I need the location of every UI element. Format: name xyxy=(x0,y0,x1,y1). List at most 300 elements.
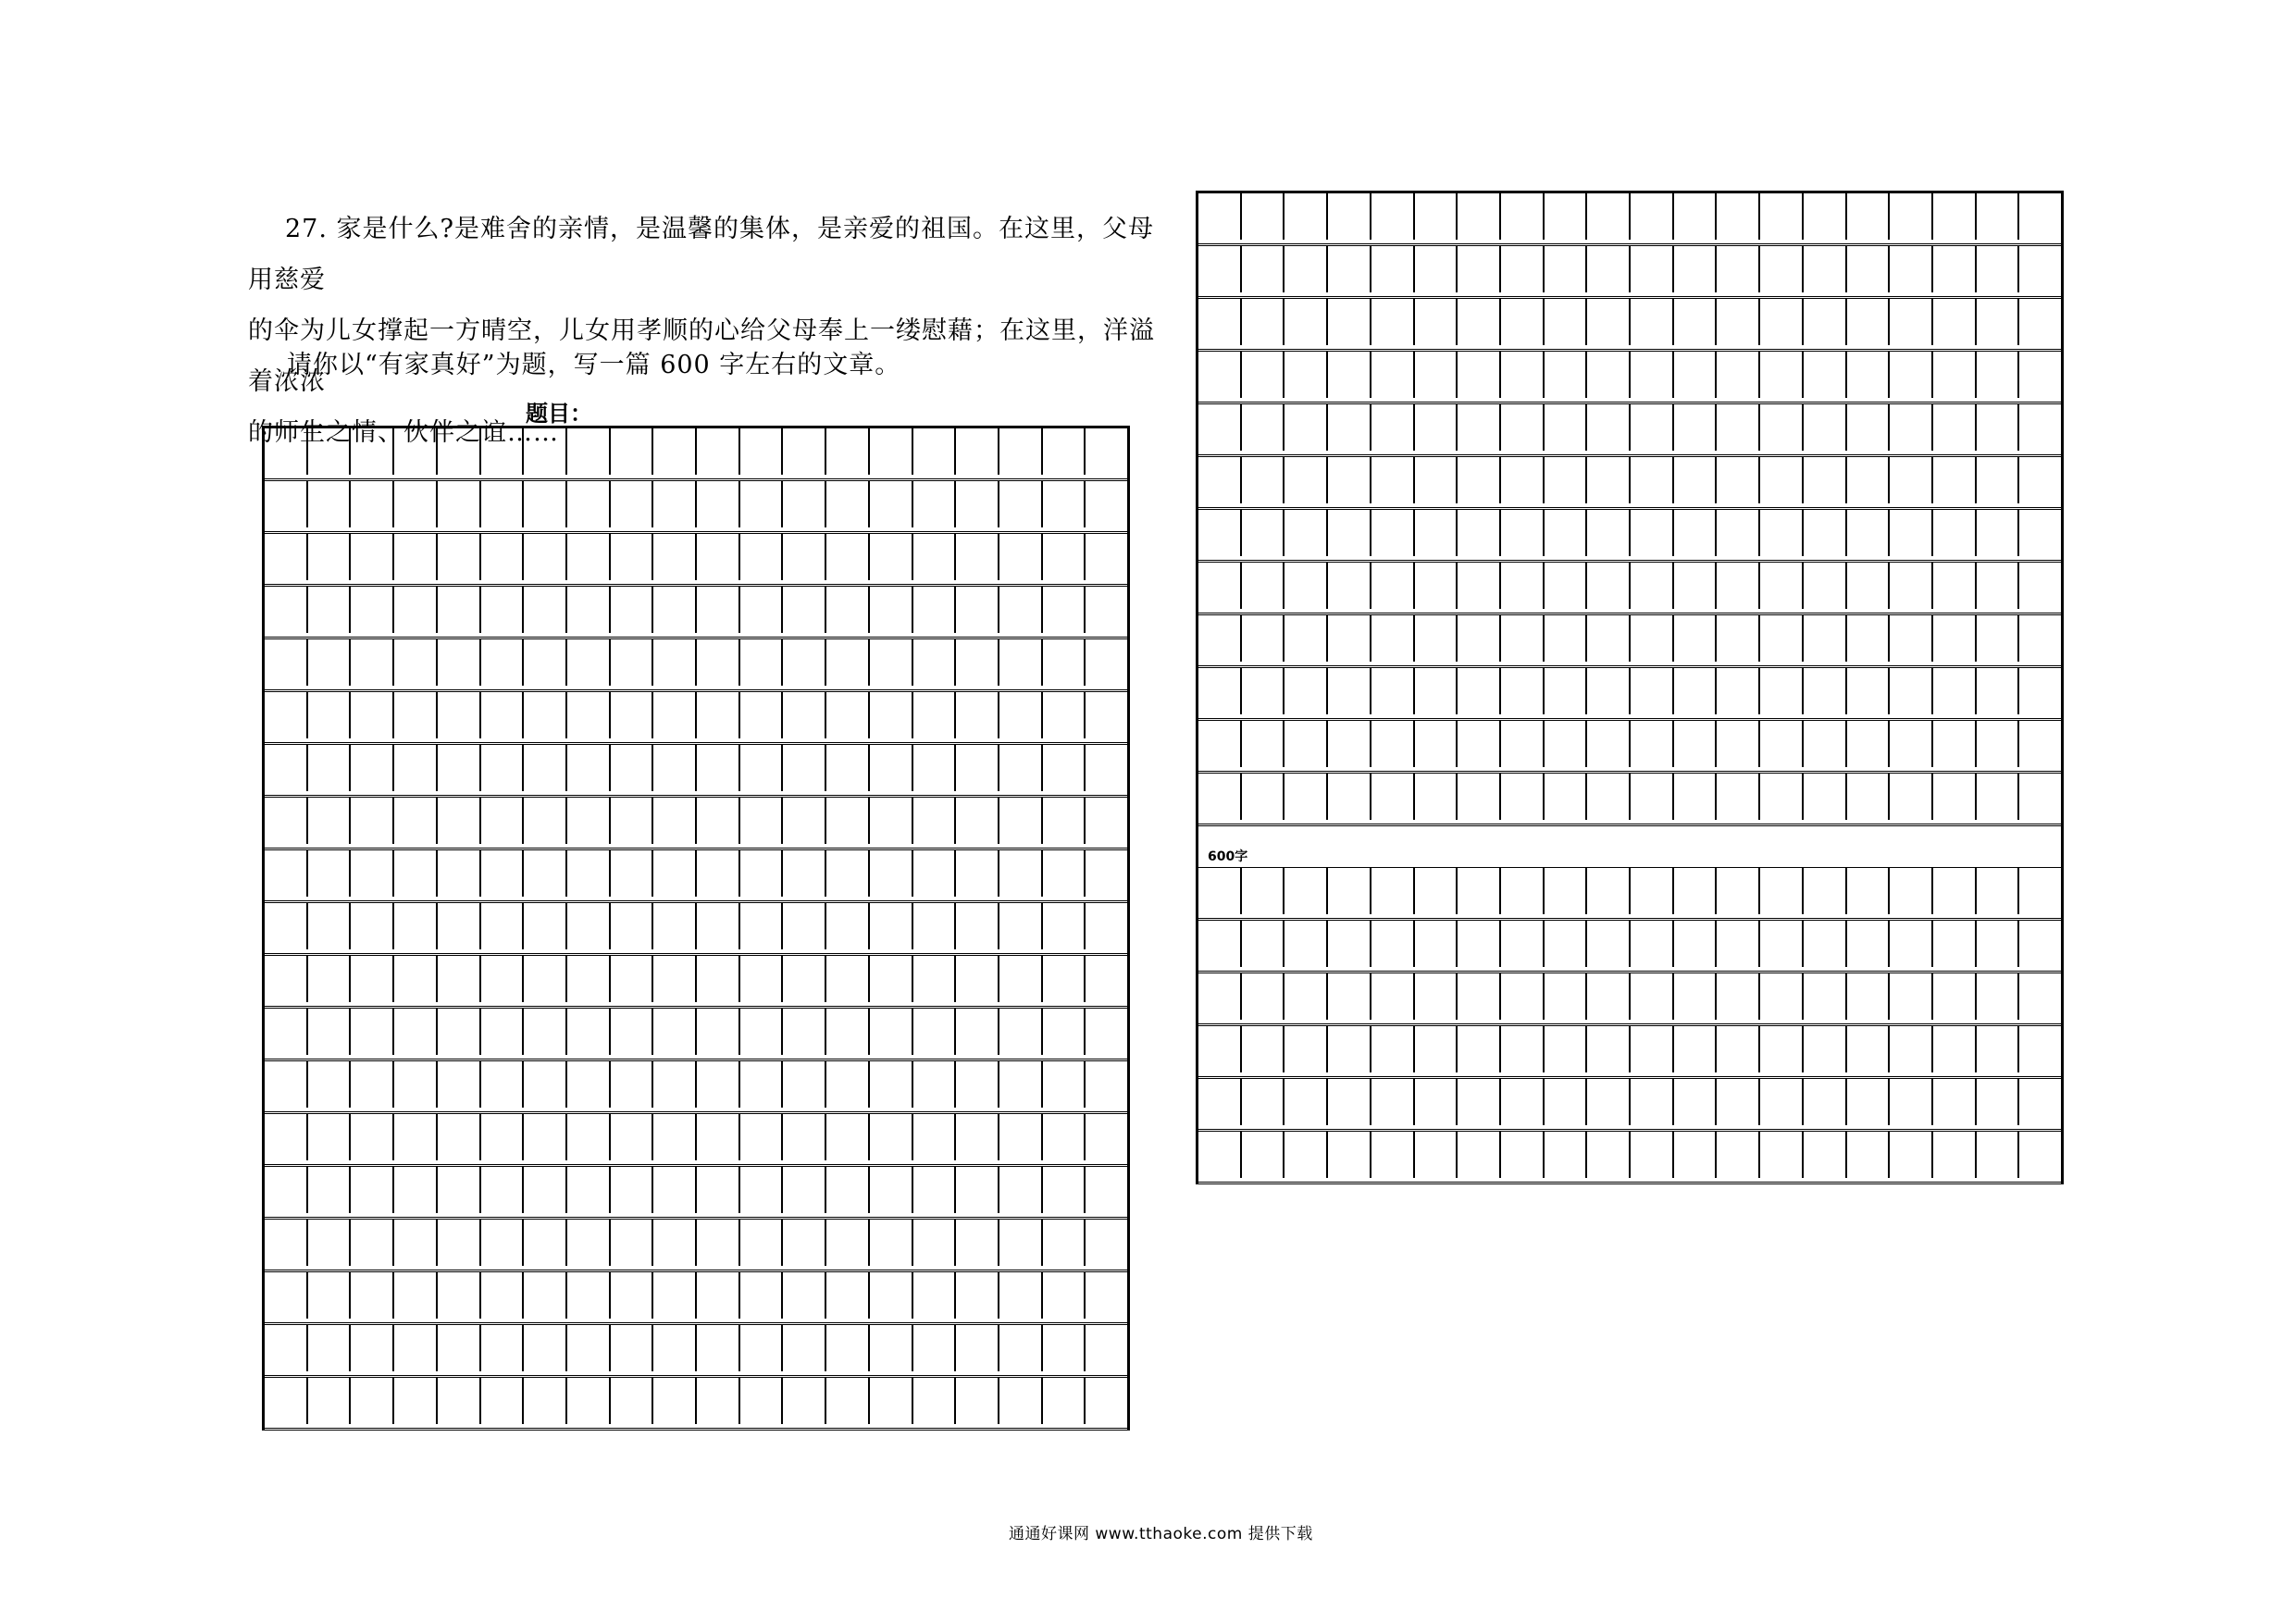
grid-cell[interactable] xyxy=(308,534,352,580)
grid-cell[interactable] xyxy=(1086,639,1127,686)
grid-cell[interactable] xyxy=(2019,973,2061,1020)
grid-cell[interactable] xyxy=(1631,721,1674,767)
grid-cell[interactable] xyxy=(1674,721,1718,767)
grid-cell[interactable] xyxy=(1977,1132,2020,1178)
grid-cell[interactable] xyxy=(1328,668,1371,714)
grid-cell[interactable] xyxy=(1890,1132,1933,1178)
grid-cell[interactable] xyxy=(1717,1079,1760,1125)
grid-cell[interactable] xyxy=(1674,615,1718,662)
grid-cell[interactable] xyxy=(1631,1026,1674,1072)
grid-cell[interactable] xyxy=(1674,246,1718,292)
grid-cell[interactable] xyxy=(394,1167,438,1213)
grid-cell[interactable] xyxy=(1458,1026,1501,1072)
grid-cell[interactable] xyxy=(1977,868,2020,914)
grid-cell[interactable] xyxy=(1890,868,1933,914)
grid-cell[interactable] xyxy=(740,1061,784,1108)
grid-cell[interactable] xyxy=(697,850,740,897)
grid-cell[interactable] xyxy=(1415,868,1458,914)
grid-cell[interactable] xyxy=(870,798,913,844)
grid-cell[interactable] xyxy=(1458,868,1501,914)
grid-cell[interactable] xyxy=(1371,921,1415,967)
grid-cell[interactable] xyxy=(697,481,740,527)
grid-cell[interactable] xyxy=(1847,510,1891,556)
grid-cell[interactable] xyxy=(1371,973,1415,1020)
grid-cell[interactable] xyxy=(1760,721,1804,767)
grid-cell[interactable] xyxy=(1242,615,1285,662)
grid-cell[interactable] xyxy=(1890,1026,1933,1072)
grid-cell[interactable] xyxy=(1804,299,1847,345)
grid-cell[interactable] xyxy=(1415,193,1458,240)
grid-cell[interactable] xyxy=(1242,457,1285,503)
grid-cell[interactable] xyxy=(1328,774,1371,820)
grid-cell[interactable] xyxy=(567,1009,611,1055)
grid-cell[interactable] xyxy=(697,1167,740,1213)
grid-cell[interactable] xyxy=(438,745,481,791)
grid-cell[interactable] xyxy=(1760,352,1804,398)
grid-cell[interactable] xyxy=(567,1220,611,1266)
grid-cell[interactable] xyxy=(870,1220,913,1266)
grid-cell[interactable] xyxy=(1415,921,1458,967)
grid-cell[interactable] xyxy=(1890,246,1933,292)
grid-cell[interactable] xyxy=(394,428,438,475)
grid-cell[interactable] xyxy=(740,903,784,949)
grid-cell[interactable] xyxy=(351,903,394,949)
grid-cell[interactable] xyxy=(956,481,999,527)
grid-cell[interactable] xyxy=(1043,903,1086,949)
grid-cell[interactable] xyxy=(1545,510,1588,556)
grid-cell[interactable] xyxy=(1086,1061,1127,1108)
grid-cell[interactable] xyxy=(1674,352,1718,398)
grid-cell[interactable] xyxy=(870,1378,913,1424)
grid-cell[interactable] xyxy=(1977,457,2020,503)
grid-cell[interactable] xyxy=(1674,1079,1718,1125)
grid-cell[interactable] xyxy=(653,850,697,897)
grid-cell[interactable] xyxy=(1458,615,1501,662)
grid-cell[interactable] xyxy=(1242,868,1285,914)
grid-cell[interactable] xyxy=(1328,193,1371,240)
grid-cell[interactable] xyxy=(1760,921,1804,967)
grid-cell[interactable] xyxy=(870,481,913,527)
grid-cell[interactable] xyxy=(524,1061,567,1108)
grid-cell[interactable] xyxy=(1587,615,1631,662)
grid-cell[interactable] xyxy=(1977,1026,2020,1072)
grid-cell[interactable] xyxy=(1501,352,1545,398)
grid-cell[interactable] xyxy=(1890,615,1933,662)
grid-cell[interactable] xyxy=(783,745,826,791)
grid-cell[interactable] xyxy=(1631,352,1674,398)
grid-cell[interactable] xyxy=(438,1009,481,1055)
grid-cell[interactable] xyxy=(1631,774,1674,820)
grid-cell[interactable] xyxy=(653,534,697,580)
grid-cell[interactable] xyxy=(1242,352,1285,398)
grid-cell[interactable] xyxy=(481,1272,525,1319)
grid-cell[interactable] xyxy=(1501,615,1545,662)
grid-cell[interactable] xyxy=(1285,868,1328,914)
grid-cell[interactable] xyxy=(1242,246,1285,292)
grid-cell[interactable] xyxy=(1501,299,1545,345)
grid-cell[interactable] xyxy=(265,1325,308,1371)
grid-cell[interactable] xyxy=(351,534,394,580)
grid-cell[interactable] xyxy=(783,956,826,1002)
grid-cell[interactable] xyxy=(1501,510,1545,556)
grid-cell[interactable] xyxy=(653,745,697,791)
grid-cell[interactable] xyxy=(1804,921,1847,967)
grid-cell[interactable] xyxy=(2019,457,2061,503)
grid-cell[interactable] xyxy=(1415,457,1458,503)
grid-cell[interactable] xyxy=(1415,352,1458,398)
grid-cell[interactable] xyxy=(653,1272,697,1319)
grid-cell[interactable] xyxy=(999,639,1043,686)
grid-cell[interactable] xyxy=(1458,668,1501,714)
grid-cell[interactable] xyxy=(611,1378,654,1424)
grid-cell[interactable] xyxy=(913,1167,957,1213)
grid-cell[interactable] xyxy=(481,850,525,897)
grid-cell[interactable] xyxy=(783,1325,826,1371)
grid-cell[interactable] xyxy=(1674,668,1718,714)
grid-cell[interactable] xyxy=(308,798,352,844)
grid-cell[interactable] xyxy=(1545,1026,1588,1072)
grid-cell[interactable] xyxy=(481,639,525,686)
grid-cell[interactable] xyxy=(1086,798,1127,844)
grid-cell[interactable] xyxy=(740,1114,784,1160)
grid-cell[interactable] xyxy=(1458,563,1501,609)
grid-cell[interactable] xyxy=(740,1325,784,1371)
grid-cell[interactable] xyxy=(1501,563,1545,609)
grid-cell[interactable] xyxy=(826,692,870,738)
grid-cell[interactable] xyxy=(2019,510,2061,556)
grid-cell[interactable] xyxy=(1415,510,1458,556)
grid-cell[interactable] xyxy=(1717,193,1760,240)
grid-cell[interactable] xyxy=(351,481,394,527)
grid-cell[interactable] xyxy=(567,745,611,791)
grid-cell[interactable] xyxy=(308,1167,352,1213)
grid-cell[interactable] xyxy=(1086,745,1127,791)
grid-cell[interactable] xyxy=(481,1378,525,1424)
grid-cell[interactable] xyxy=(394,745,438,791)
grid-cell[interactable] xyxy=(1760,563,1804,609)
grid-cell[interactable] xyxy=(1977,1079,2020,1125)
grid-cell[interactable] xyxy=(1977,563,2020,609)
grid-cell[interactable] xyxy=(870,1272,913,1319)
grid-cell[interactable] xyxy=(826,1325,870,1371)
grid-cell[interactable] xyxy=(1977,246,2020,292)
grid-cell[interactable] xyxy=(1328,973,1371,1020)
grid-cell[interactable] xyxy=(1328,1132,1371,1178)
grid-cell[interactable] xyxy=(394,1220,438,1266)
grid-cell[interactable] xyxy=(611,1220,654,1266)
grid-cell[interactable] xyxy=(1674,973,1718,1020)
grid-cell[interactable] xyxy=(1804,563,1847,609)
grid-cell[interactable] xyxy=(783,534,826,580)
grid-cell[interactable] xyxy=(956,587,999,633)
grid-cell[interactable] xyxy=(1458,352,1501,398)
grid-cell[interactable] xyxy=(1285,668,1328,714)
grid-cell[interactable] xyxy=(1631,510,1674,556)
grid-cell[interactable] xyxy=(913,1220,957,1266)
grid-cell[interactable] xyxy=(1043,1272,1086,1319)
grid-cell[interactable] xyxy=(2019,563,2061,609)
grid-cell[interactable] xyxy=(1086,1378,1127,1424)
grid-cell[interactable] xyxy=(1933,774,1977,820)
grid-cell[interactable] xyxy=(1760,299,1804,345)
grid-cell[interactable] xyxy=(394,1378,438,1424)
grid-cell[interactable] xyxy=(351,587,394,633)
grid-cell[interactable] xyxy=(611,534,654,580)
grid-cell[interactable] xyxy=(1415,1079,1458,1125)
grid-cell[interactable] xyxy=(740,534,784,580)
grid-cell[interactable] xyxy=(2019,668,2061,714)
grid-cell[interactable] xyxy=(826,798,870,844)
grid-cell[interactable] xyxy=(653,1114,697,1160)
grid-cell[interactable] xyxy=(394,692,438,738)
grid-cell[interactable] xyxy=(438,639,481,686)
grid-cell[interactable] xyxy=(1717,352,1760,398)
grid-cell[interactable] xyxy=(481,1220,525,1266)
grid-cell[interactable] xyxy=(1977,973,2020,1020)
grid-cell[interactable] xyxy=(1933,921,1977,967)
grid-cell[interactable] xyxy=(1717,299,1760,345)
grid-cell[interactable] xyxy=(783,481,826,527)
grid-cell[interactable] xyxy=(1717,868,1760,914)
grid-cell[interactable] xyxy=(611,903,654,949)
grid-cell[interactable] xyxy=(1890,774,1933,820)
grid-cell[interactable] xyxy=(567,534,611,580)
grid-cell[interactable] xyxy=(1371,1079,1415,1125)
grid-cell[interactable] xyxy=(1328,352,1371,398)
grid-cell[interactable] xyxy=(567,1167,611,1213)
grid-cell[interactable] xyxy=(1890,668,1933,714)
grid-cell[interactable] xyxy=(1285,404,1328,451)
grid-cell[interactable] xyxy=(567,639,611,686)
grid-cell[interactable] xyxy=(826,903,870,949)
grid-cell[interactable] xyxy=(1804,868,1847,914)
grid-cell[interactable] xyxy=(524,692,567,738)
grid-cell[interactable] xyxy=(653,1378,697,1424)
grid-cell[interactable] xyxy=(1933,193,1977,240)
grid-cell[interactable] xyxy=(1933,299,1977,345)
grid-cell[interactable] xyxy=(1545,973,1588,1020)
grid-cell[interactable] xyxy=(1847,352,1891,398)
grid-cell[interactable] xyxy=(1804,973,1847,1020)
grid-cell[interactable] xyxy=(783,903,826,949)
grid-cell[interactable] xyxy=(1545,774,1588,820)
grid-cell[interactable] xyxy=(2019,299,2061,345)
grid-cell[interactable] xyxy=(1501,457,1545,503)
grid-cell[interactable] xyxy=(481,1114,525,1160)
grid-cell[interactable] xyxy=(611,1061,654,1108)
grid-cell[interactable] xyxy=(394,1009,438,1055)
grid-cell[interactable] xyxy=(481,587,525,633)
grid-cell[interactable] xyxy=(1587,404,1631,451)
grid-cell[interactable] xyxy=(1631,457,1674,503)
grid-cell[interactable] xyxy=(826,850,870,897)
grid-cell[interactable] xyxy=(351,692,394,738)
grid-cell[interactable] xyxy=(1043,1325,1086,1371)
grid-cell[interactable] xyxy=(870,1009,913,1055)
grid-cell[interactable] xyxy=(1198,510,1242,556)
grid-cell[interactable] xyxy=(1198,299,1242,345)
grid-cell[interactable] xyxy=(1086,481,1127,527)
grid-cell[interactable] xyxy=(1717,668,1760,714)
grid-cell[interactable] xyxy=(1977,721,2020,767)
grid-cell[interactable] xyxy=(1043,745,1086,791)
grid-cell[interactable] xyxy=(1086,1220,1127,1266)
grid-cell[interactable] xyxy=(1933,721,1977,767)
grid-cell[interactable] xyxy=(2019,868,2061,914)
grid-cell[interactable] xyxy=(870,692,913,738)
grid-cell[interactable] xyxy=(1933,668,1977,714)
grid-cell[interactable] xyxy=(1977,921,2020,967)
grid-cell[interactable] xyxy=(1043,956,1086,1002)
grid-cell[interactable] xyxy=(308,587,352,633)
grid-cell[interactable] xyxy=(1501,721,1545,767)
grid-cell[interactable] xyxy=(1043,850,1086,897)
grid-cell[interactable] xyxy=(999,1325,1043,1371)
grid-cell[interactable] xyxy=(1545,457,1588,503)
grid-cell[interactable] xyxy=(308,850,352,897)
grid-cell[interactable] xyxy=(1717,1132,1760,1178)
grid-cell[interactable] xyxy=(2019,404,2061,451)
grid-cell[interactable] xyxy=(1086,692,1127,738)
grid-cell[interactable] xyxy=(956,1009,999,1055)
grid-cell[interactable] xyxy=(394,1114,438,1160)
grid-cell[interactable] xyxy=(653,1009,697,1055)
grid-cell[interactable] xyxy=(524,587,567,633)
grid-cell[interactable] xyxy=(1043,1378,1086,1424)
grid-cell[interactable] xyxy=(524,1167,567,1213)
grid-cell[interactable] xyxy=(1415,721,1458,767)
grid-cell[interactable] xyxy=(956,1220,999,1266)
grid-cell[interactable] xyxy=(1198,563,1242,609)
grid-cell[interactable] xyxy=(956,956,999,1002)
grid-cell[interactable] xyxy=(697,534,740,580)
grid-cell[interactable] xyxy=(1043,1220,1086,1266)
grid-cell[interactable] xyxy=(308,1378,352,1424)
grid-cell[interactable] xyxy=(567,481,611,527)
grid-cell[interactable] xyxy=(783,692,826,738)
grid-cell[interactable] xyxy=(956,850,999,897)
grid-cell[interactable] xyxy=(1242,921,1285,967)
grid-cell[interactable] xyxy=(1043,534,1086,580)
grid-cell[interactable] xyxy=(1717,457,1760,503)
grid-cell[interactable] xyxy=(567,798,611,844)
grid-cell[interactable] xyxy=(1890,352,1933,398)
grid-cell[interactable] xyxy=(826,956,870,1002)
grid-cell[interactable] xyxy=(524,1378,567,1424)
grid-cell[interactable] xyxy=(1587,510,1631,556)
grid-cell[interactable] xyxy=(913,587,957,633)
grid-cell[interactable] xyxy=(1328,921,1371,967)
grid-cell[interactable] xyxy=(1371,1026,1415,1072)
grid-cell[interactable] xyxy=(1501,246,1545,292)
grid-cell[interactable] xyxy=(524,850,567,897)
grid-cell[interactable] xyxy=(1285,457,1328,503)
grid-cell[interactable] xyxy=(870,1325,913,1371)
grid-cell[interactable] xyxy=(1371,868,1415,914)
grid-cell[interactable] xyxy=(1285,774,1328,820)
grid-cell[interactable] xyxy=(1285,1132,1328,1178)
grid-cell[interactable] xyxy=(1760,193,1804,240)
grid-cell[interactable] xyxy=(1501,404,1545,451)
grid-cell[interactable] xyxy=(1933,868,1977,914)
grid-cell[interactable] xyxy=(265,1272,308,1319)
grid-cell[interactable] xyxy=(265,692,308,738)
grid-cell[interactable] xyxy=(265,1167,308,1213)
grid-cell[interactable] xyxy=(1501,1079,1545,1125)
grid-cell[interactable] xyxy=(1760,404,1804,451)
grid-cell[interactable] xyxy=(740,956,784,1002)
grid-cell[interactable] xyxy=(913,1061,957,1108)
grid-cell[interactable] xyxy=(351,1378,394,1424)
grid-cell[interactable] xyxy=(740,692,784,738)
grid-cell[interactable] xyxy=(524,903,567,949)
grid-cell[interactable] xyxy=(697,1061,740,1108)
grid-cell[interactable] xyxy=(1804,1026,1847,1072)
grid-cell[interactable] xyxy=(826,1378,870,1424)
grid-cell[interactable] xyxy=(1804,668,1847,714)
grid-cell[interactable] xyxy=(783,587,826,633)
grid-cell[interactable] xyxy=(1501,868,1545,914)
grid-cell[interactable] xyxy=(1933,457,1977,503)
grid-cell[interactable] xyxy=(1043,639,1086,686)
grid-cell[interactable] xyxy=(1674,404,1718,451)
grid-cell[interactable] xyxy=(1501,668,1545,714)
grid-cell[interactable] xyxy=(1086,1272,1127,1319)
grid-cell[interactable] xyxy=(1977,510,2020,556)
grid-cell[interactable] xyxy=(567,1061,611,1108)
grid-cell[interactable] xyxy=(826,745,870,791)
grid-cell[interactable] xyxy=(481,1167,525,1213)
grid-cell[interactable] xyxy=(870,956,913,1002)
grid-cell[interactable] xyxy=(1415,668,1458,714)
grid-cell[interactable] xyxy=(1631,563,1674,609)
grid-cell[interactable] xyxy=(351,1167,394,1213)
grid-cell[interactable] xyxy=(1760,1026,1804,1072)
grid-cell[interactable] xyxy=(1977,352,2020,398)
grid-cell[interactable] xyxy=(481,745,525,791)
grid-cell[interactable] xyxy=(611,1272,654,1319)
grid-cell[interactable] xyxy=(653,587,697,633)
grid-cell[interactable] xyxy=(1804,510,1847,556)
grid-cell[interactable] xyxy=(394,534,438,580)
grid-cell[interactable] xyxy=(1587,1026,1631,1072)
grid-cell[interactable] xyxy=(913,1114,957,1160)
grid-cell[interactable] xyxy=(308,692,352,738)
grid-cell[interactable] xyxy=(1674,563,1718,609)
grid-cell[interactable] xyxy=(394,798,438,844)
grid-cell[interactable] xyxy=(1043,1009,1086,1055)
grid-cell[interactable] xyxy=(1587,352,1631,398)
grid-cell[interactable] xyxy=(1242,193,1285,240)
grid-cell[interactable] xyxy=(1717,774,1760,820)
grid-cell[interactable] xyxy=(611,587,654,633)
grid-cell[interactable] xyxy=(956,692,999,738)
grid-cell[interactable] xyxy=(265,903,308,949)
grid-cell[interactable] xyxy=(697,903,740,949)
grid-cell[interactable] xyxy=(524,428,567,475)
grid-cell[interactable] xyxy=(740,587,784,633)
grid-cell[interactable] xyxy=(1545,404,1588,451)
grid-cell[interactable] xyxy=(524,639,567,686)
grid-cell[interactable] xyxy=(308,1272,352,1319)
grid-cell[interactable] xyxy=(999,1114,1043,1160)
grid-cell[interactable] xyxy=(611,850,654,897)
grid-cell[interactable] xyxy=(265,639,308,686)
grid-cell[interactable] xyxy=(1545,1132,1588,1178)
grid-cell[interactable] xyxy=(783,639,826,686)
grid-cell[interactable] xyxy=(481,798,525,844)
grid-cell[interactable] xyxy=(999,1378,1043,1424)
